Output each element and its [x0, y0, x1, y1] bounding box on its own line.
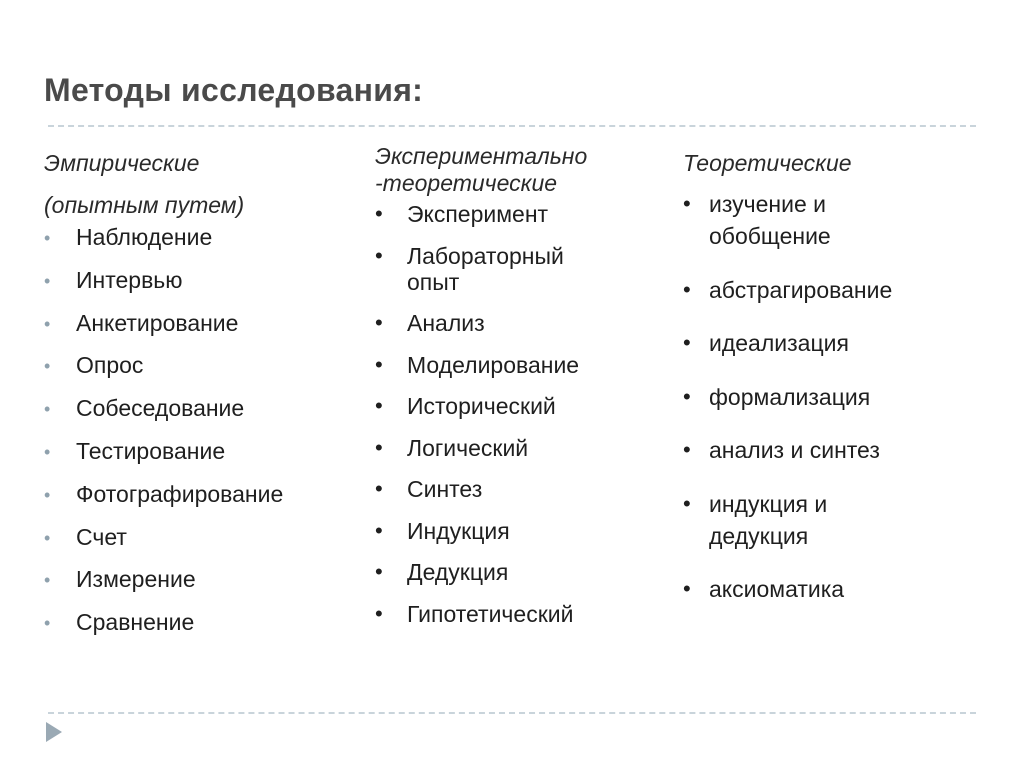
list-item	[375, 201, 665, 227]
bullet-icon: •	[375, 600, 383, 626]
list-item	[44, 566, 354, 592]
list-item	[44, 267, 354, 293]
column-heading-line: Эмпирические	[44, 150, 200, 176]
list-item-label: индукция и дедукция	[709, 490, 828, 549]
list-item-label: абстрагирование	[709, 276, 893, 303]
list-item-label: Счет	[76, 523, 127, 550]
list-item-label: идеализация	[709, 330, 849, 356]
list-item-label: Тестирование	[76, 437, 226, 464]
column-theoretical	[683, 150, 983, 627]
column-empirical	[44, 145, 354, 652]
list-item	[44, 224, 354, 250]
method-list	[44, 224, 354, 635]
bullet-icon: •	[683, 330, 691, 355]
list-item	[44, 609, 354, 635]
list-item	[375, 393, 665, 419]
bullet-icon: •	[375, 559, 383, 584]
column-heading	[375, 143, 665, 197]
bottom-divider	[48, 712, 976, 714]
list-item	[44, 481, 354, 507]
list-item-label: изучение и обобщение	[709, 191, 831, 249]
list-item-label: Логический	[407, 434, 529, 461]
bullet-icon: •	[375, 393, 383, 418]
method-list	[375, 201, 665, 627]
list-item-label: Интервью	[76, 266, 183, 293]
bullet-icon: •	[375, 434, 383, 460]
list-item	[683, 188, 983, 252]
list-item	[683, 381, 983, 413]
list-item	[683, 434, 983, 466]
bullet-icon: •	[683, 276, 691, 302]
list-item-label: аксиоматика	[709, 576, 845, 602]
list-item	[44, 524, 354, 550]
list-item-label: Дедукция	[407, 559, 509, 585]
bullet-icon: •	[375, 517, 383, 543]
list-item-label: Измерение	[76, 566, 196, 593]
column-heading-line: Экспериментально	[375, 143, 588, 169]
list-item	[375, 352, 665, 378]
list-item	[44, 310, 354, 336]
list-item	[44, 352, 354, 378]
bullet-icon: •	[375, 242, 383, 268]
column-heading	[44, 142, 354, 226]
list-item-label: Анкетирование	[76, 309, 239, 336]
list-item	[683, 274, 983, 306]
bullet-icon: •	[683, 191, 691, 216]
bullet-icon: •	[44, 228, 51, 248]
bullet-icon: •	[375, 476, 383, 501]
bullet-icon: •	[683, 383, 691, 409]
list-item-label: Индукция	[407, 517, 510, 544]
bullet-icon: •	[683, 437, 691, 462]
list-item	[375, 435, 665, 461]
list-item-label: Исторический	[407, 393, 556, 419]
next-slide-arrow-icon[interactable]	[46, 722, 62, 742]
list-item-label: Синтез	[407, 476, 483, 502]
bullet-icon: •	[44, 613, 51, 634]
list-item-label: Фотографирование	[76, 480, 284, 507]
list-item-label: формализация	[709, 383, 871, 410]
bullet-icon: •	[44, 527, 51, 548]
list-item	[44, 395, 354, 421]
bullet-icon: •	[44, 313, 51, 334]
method-list	[683, 188, 983, 605]
bullet-icon: •	[683, 576, 691, 601]
list-item-label: Анализ	[407, 310, 485, 336]
list-item	[375, 601, 665, 627]
list-item-label: Сравнение	[76, 609, 195, 636]
list-item-label: Опрос	[76, 352, 144, 379]
bullet-icon: •	[44, 441, 51, 462]
list-item-label: анализ и синтез	[709, 437, 880, 463]
top-divider	[48, 125, 976, 127]
list-item-label: Собеседование	[76, 395, 245, 422]
slide-title: Методы исследования:	[44, 72, 424, 108]
list-item	[375, 310, 665, 336]
list-item-label: Гипотетический	[407, 600, 574, 627]
bullet-icon: •	[44, 570, 51, 591]
list-item	[683, 488, 983, 552]
column-heading-line: (опытным путем)	[44, 192, 245, 218]
list-item	[375, 559, 665, 585]
list-item	[375, 243, 665, 295]
list-item	[375, 518, 665, 544]
bullet-icon: •	[44, 356, 51, 377]
list-item-label: Лабораторный опыт	[407, 242, 564, 295]
list-item	[44, 438, 354, 464]
column-heading: Теоретические	[683, 150, 852, 176]
list-item-label: Наблюдение	[76, 224, 213, 250]
bullet-icon: •	[44, 270, 51, 291]
bullet-icon: •	[683, 490, 691, 516]
column-experimental-theoretical	[375, 143, 665, 642]
bullet-icon: •	[375, 201, 383, 226]
bullet-icon: •	[44, 484, 51, 505]
list-item	[683, 573, 983, 605]
bullet-icon: •	[375, 351, 383, 377]
bullet-icon: •	[44, 399, 51, 420]
list-item	[375, 476, 665, 502]
bullet-icon: •	[375, 310, 383, 335]
list-item-label: Эксперимент	[407, 201, 549, 227]
list-item-label: Моделирование	[407, 351, 580, 378]
column-heading-line: -теоретические	[375, 170, 558, 196]
list-item	[683, 327, 983, 359]
